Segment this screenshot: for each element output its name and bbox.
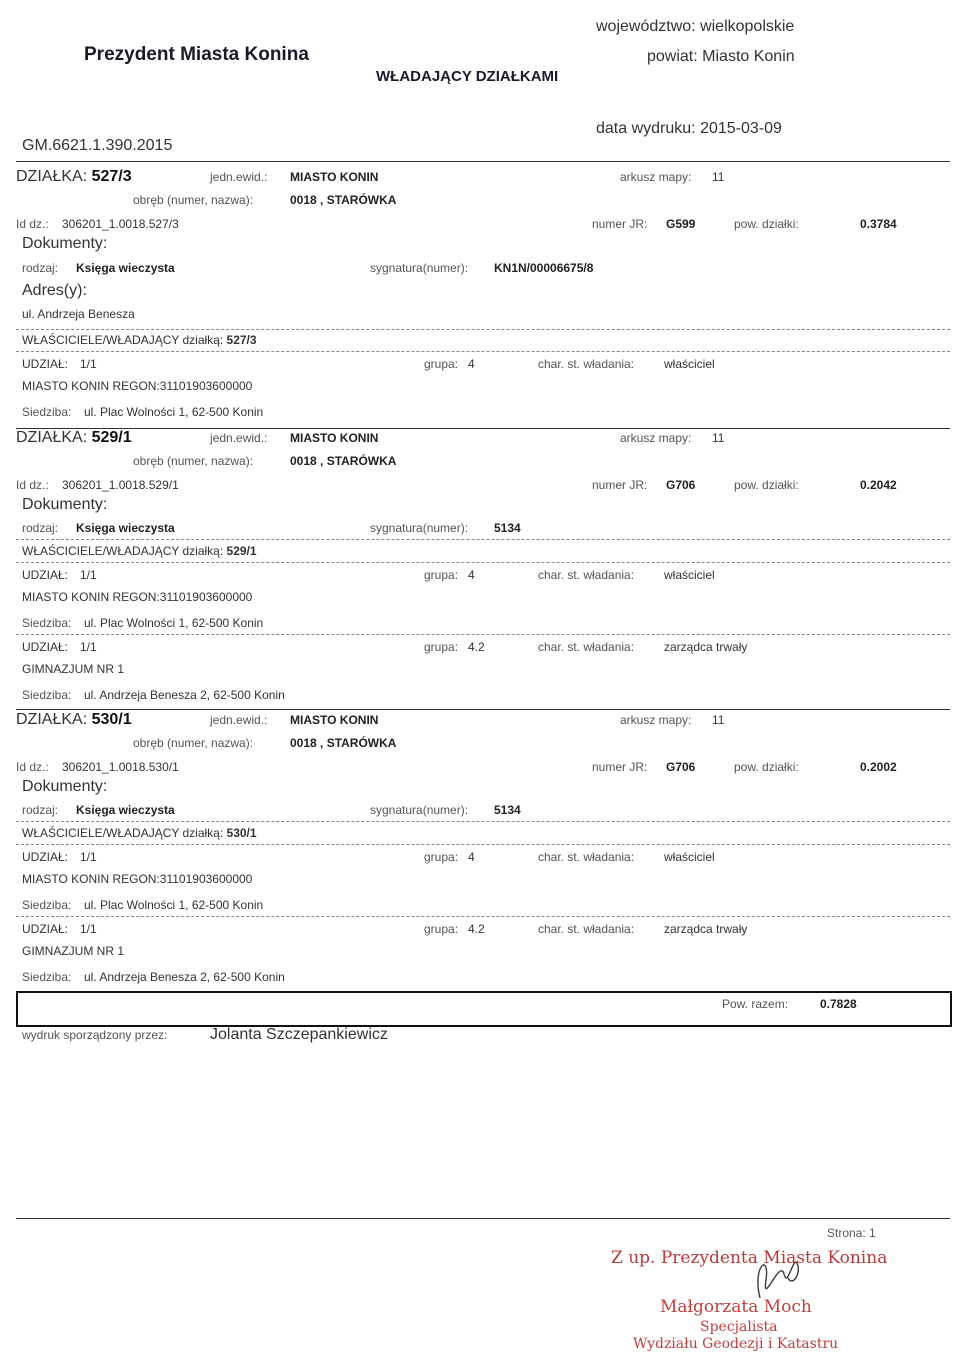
sheet-label: arkusz mapy: — [620, 713, 692, 727]
group-label: grupa: — [424, 568, 459, 582]
seat-label: Siedziba: — [22, 616, 72, 630]
unit-value: MIASTO KONIN — [290, 431, 379, 445]
share-value: 1/1 — [80, 568, 97, 582]
doc-type-value: Księga wieczysta — [76, 521, 175, 535]
plot-rule — [16, 709, 950, 710]
stamp-line-4: Wydziału Geodezji i Katastru — [633, 1336, 839, 1352]
address-heading: Adres(y): — [22, 282, 87, 299]
signature-label: sygnatura(numer): — [370, 521, 469, 535]
page-label: Strona: — [827, 1226, 866, 1240]
signature-value: 5134 — [494, 521, 521, 535]
jr-label: numer JR: — [592, 217, 648, 231]
tenure-label: char. st. władania: — [538, 640, 635, 654]
group-label: grupa: — [424, 922, 459, 936]
owners-label: WŁAŚCICIELE/WŁADAJĄCY działką: — [22, 544, 224, 558]
dashed-rule — [16, 844, 950, 845]
id-label: Id dz.: — [16, 217, 49, 231]
share-value: 1/1 — [80, 640, 97, 654]
unit-label: jedn.ewid.: — [210, 170, 268, 184]
page-number: 1 — [869, 1226, 876, 1240]
footer-rule — [16, 1218, 950, 1219]
plot-heading — [16, 429, 132, 447]
county-line — [647, 48, 795, 66]
seat-label: Siedziba: — [22, 405, 72, 419]
share-label: UDZIAŁ: — [22, 850, 69, 864]
voivodeship-value: wielkopolskie — [700, 18, 795, 35]
jr-value: G706 — [666, 478, 696, 492]
unit-label: jedn.ewid.: — [210, 713, 268, 727]
dashed-rule — [16, 329, 950, 330]
plot-number: 529/1 — [91, 429, 132, 446]
owner-name: MIASTO KONIN REGON:31101903600000 — [22, 379, 253, 393]
owners-plot: 529/1 — [226, 544, 257, 558]
id-value: 306201_1.0018.527/3 — [62, 217, 179, 231]
group-value: 4 — [468, 568, 475, 582]
document-title: WŁADAJĄCY DZIAŁKAMI — [376, 68, 559, 85]
case-number: GM.6621.1.390.2015 — [22, 137, 173, 154]
unit-value: MIASTO KONIN — [290, 713, 379, 727]
owners-plot: 527/3 — [226, 333, 257, 347]
plot-number: 527/3 — [91, 168, 132, 185]
documents-heading: Dokumenty: — [22, 235, 108, 252]
share-label: UDZIAŁ: — [22, 568, 69, 582]
signature-value: 5134 — [494, 803, 521, 817]
id-value: 306201_1.0018.530/1 — [62, 760, 179, 774]
stamp-line-1: Z up. Prezydenta Miasta Konina — [611, 1248, 888, 1268]
group-value: 4.2 — [468, 922, 485, 936]
dashed-rule — [16, 539, 950, 540]
seat-label: Siedziba: — [22, 970, 72, 984]
voivodeship-label: województwo: — [596, 18, 696, 35]
owners-heading — [22, 333, 257, 347]
doc-type-label: rodzaj: — [22, 803, 59, 817]
owners-label: WŁAŚCICIELE/WŁADAJĄCY działką: — [22, 333, 224, 347]
header-rule — [16, 161, 950, 162]
total-box — [16, 991, 952, 1027]
id-value: 306201_1.0018.529/1 — [62, 478, 179, 492]
page-line — [827, 1226, 876, 1240]
id-label: Id dz.: — [16, 760, 49, 774]
seat-label: Siedziba: — [22, 898, 72, 912]
jr-value: G599 — [666, 217, 696, 231]
plot-label: DZIAŁKA: — [16, 429, 88, 446]
area-value: 0.2002 — [860, 760, 897, 774]
seat-value: ul. Plac Wolności 1, 62-500 Konin — [84, 405, 264, 419]
prepared-by-name: Jolanta Szczepankiewicz — [210, 1026, 388, 1043]
owner-name: MIASTO KONIN REGON:31101903600000 — [22, 590, 253, 604]
documents-heading: Dokumenty: — [22, 496, 108, 513]
owners-label: WŁAŚCICIELE/WŁADAJĄCY działką: — [22, 826, 224, 840]
precinct-value: 0018 , STARÓWKA — [290, 736, 397, 750]
plot-rule — [16, 428, 950, 429]
seat-value: ul. Plac Wolności 1, 62-500 Konin — [84, 898, 264, 912]
tenure-value: zarządca trwały — [664, 922, 748, 936]
group-label: grupa: — [424, 640, 459, 654]
owner-name: GIMNAZJUM NR 1 — [22, 944, 124, 958]
sheet-value: 11 — [712, 431, 725, 445]
tenure-label: char. st. władania: — [538, 850, 635, 864]
unit-label: jedn.ewid.: — [210, 431, 268, 445]
share-label: UDZIAŁ: — [22, 922, 69, 936]
plot-heading — [16, 711, 132, 729]
precinct-label: obręb (numer, nazwa): — [133, 736, 254, 750]
share-value: 1/1 — [80, 357, 97, 371]
jr-label: numer JR: — [592, 478, 648, 492]
total-value: 0.7828 — [820, 997, 857, 1011]
tenure-label: char. st. władania: — [538, 922, 635, 936]
precinct-label: obręb (numer, nazwa): — [133, 454, 254, 468]
tenure-value: właściciel — [664, 357, 715, 371]
owners-heading — [22, 826, 257, 840]
county-value: Miasto Konin — [702, 48, 795, 65]
precinct-label: obręb (numer, nazwa): — [133, 193, 254, 207]
seat-value: ul. Plac Wolności 1, 62-500 Konin — [84, 616, 264, 630]
seat-value: ul. Andrzeja Benesza 2, 62-500 Konin — [84, 970, 285, 984]
total-label: Pow. razem: — [722, 997, 789, 1011]
dashed-rule — [16, 562, 950, 563]
area-label: pow. działki: — [734, 217, 799, 231]
doc-type-label: rodzaj: — [22, 261, 59, 275]
area-value: 0.2042 — [860, 478, 897, 492]
share-label: UDZIAŁ: — [22, 640, 69, 654]
precinct-value: 0018 , STARÓWKA — [290, 454, 397, 468]
precinct-value: 0018 , STARÓWKA — [290, 193, 397, 207]
owner-name: GIMNAZJUM NR 1 — [22, 662, 124, 676]
tenure-value: właściciel — [664, 568, 715, 582]
dashed-rule — [16, 821, 950, 822]
jr-value: G706 — [666, 760, 696, 774]
tenure-value: zarządca trwały — [664, 640, 748, 654]
owners-heading — [22, 544, 257, 558]
voivodeship-line — [596, 18, 794, 36]
print-date-line — [596, 120, 782, 138]
sheet-value: 11 — [712, 170, 725, 184]
area-label: pow. działki: — [734, 478, 799, 492]
dashed-rule — [16, 916, 950, 917]
group-value: 4.2 — [468, 640, 485, 654]
jr-label: numer JR: — [592, 760, 648, 774]
area-label: pow. działki: — [734, 760, 799, 774]
county-label: powiat: — [647, 48, 698, 65]
address-value: ul. Andrzeja Benesza — [22, 307, 135, 321]
stamp-line-3: Specjalista — [700, 1319, 778, 1335]
share-value: 1/1 — [80, 850, 97, 864]
seat-value: ul. Andrzeja Benesza 2, 62-500 Konin — [84, 688, 285, 702]
doc-type-value: Księga wieczysta — [76, 261, 175, 275]
group-label: grupa: — [424, 357, 459, 371]
print-date-value: 2015-03-09 — [700, 120, 782, 137]
plot-label: DZIAŁKA: — [16, 711, 88, 728]
prepared-by-label: wydruk sporządzony przez: — [22, 1028, 168, 1042]
plot-number: 530/1 — [91, 711, 132, 728]
share-value: 1/1 — [80, 922, 97, 936]
stamp-line-2: Małgorzata Moch — [660, 1297, 812, 1317]
sheet-label: arkusz mapy: — [620, 170, 692, 184]
area-value: 0.3784 — [860, 217, 897, 231]
group-value: 4 — [468, 850, 475, 864]
id-label: Id dz.: — [16, 478, 49, 492]
tenure-label: char. st. władania: — [538, 357, 635, 371]
unit-value: MIASTO KONIN — [290, 170, 379, 184]
dashed-rule — [16, 351, 950, 352]
signature-label: sygnatura(numer): — [370, 803, 469, 817]
plot-heading — [16, 168, 132, 186]
signature-value: KN1N/00006675/8 — [494, 261, 594, 275]
seat-label: Siedziba: — [22, 688, 72, 702]
signature-label: sygnatura(numer): — [370, 261, 469, 275]
dashed-rule — [16, 634, 950, 635]
doc-type-value: Księga wieczysta — [76, 803, 175, 817]
doc-type-label: rodzaj: — [22, 521, 59, 535]
tenure-value: właściciel — [664, 850, 715, 864]
sheet-label: arkusz mapy: — [620, 431, 692, 445]
documents-heading: Dokumenty: — [22, 778, 108, 795]
plot-label: DZIAŁKA: — [16, 168, 88, 185]
print-date-label: data wydruku: — [596, 120, 696, 137]
sheet-value: 11 — [712, 713, 725, 727]
share-label: UDZIAŁ: — [22, 357, 69, 371]
office-name: Prezydent Miasta Konina — [84, 44, 309, 65]
group-value: 4 — [468, 357, 475, 371]
group-label: grupa: — [424, 850, 459, 864]
owner-name: MIASTO KONIN REGON:31101903600000 — [22, 872, 253, 886]
tenure-label: char. st. władania: — [538, 568, 635, 582]
owners-plot: 530/1 — [226, 826, 257, 840]
